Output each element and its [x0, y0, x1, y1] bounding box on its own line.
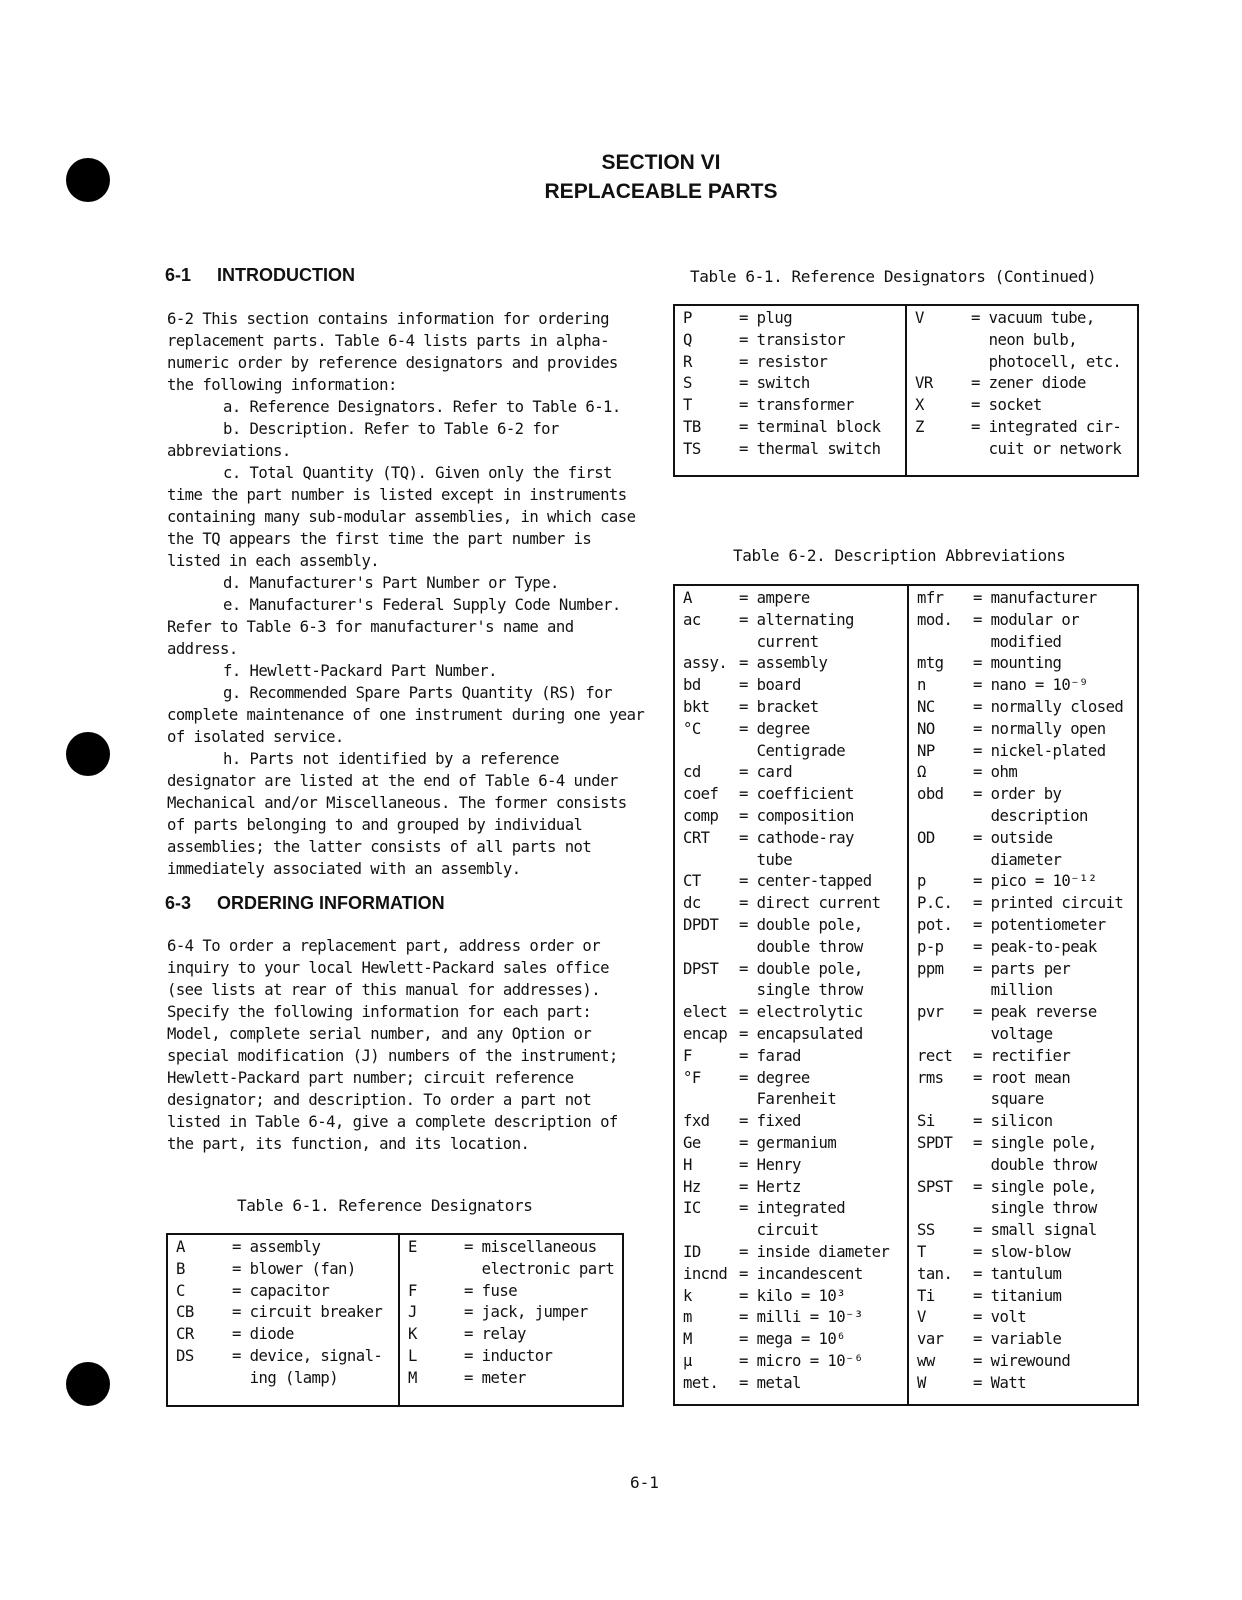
table-entry — [917, 1329, 1131, 1351]
designator-definition: = Hertz — [739, 1177, 801, 1196]
designator-definition: = order by description — [973, 785, 1088, 825]
designator-code: SPST — [917, 1177, 953, 1196]
table-entry — [917, 1177, 1131, 1221]
designator-definition: = single pole, single throw — [973, 1177, 1097, 1218]
binder-hole-middle — [66, 732, 110, 776]
table-entry — [683, 1373, 901, 1395]
designator-code: NO — [917, 719, 935, 738]
table-entry — [408, 1324, 616, 1346]
table-entry — [917, 1286, 1131, 1308]
designator-code: X — [915, 396, 924, 415]
designator-code: B — [176, 1259, 185, 1278]
table-entry — [683, 828, 901, 872]
designator-definition: = rectifier — [973, 1046, 1071, 1065]
designator-code: CR — [176, 1325, 194, 1344]
intro-body — [167, 308, 647, 880]
table-entry — [917, 828, 1131, 872]
designator-definition: = assembly — [232, 1238, 321, 1256]
designator-code: S — [683, 374, 692, 393]
designator-code: Ge — [683, 1133, 701, 1152]
designator-code: ac — [683, 610, 701, 629]
designator-definition: = transformer — [739, 396, 854, 415]
table-entry — [683, 308, 899, 330]
table-entry — [917, 610, 1131, 654]
designator-code: C — [176, 1281, 185, 1300]
designator-definition: = peak-to-peak — [973, 937, 1097, 956]
intro-item-g: g. Recommended Spare Parts Quantity (RS) for complete maintenance of one instrument during one year of isolated service. — [167, 684, 645, 746]
designator-definition: = jack, jumper — [464, 1303, 588, 1322]
designator-code: P — [683, 309, 692, 327]
designator-code: pot. — [917, 915, 953, 934]
table-entry — [176, 1346, 392, 1390]
designator-definition: = composition — [739, 806, 854, 825]
table-entry — [917, 784, 1131, 828]
table-entry — [917, 893, 1131, 915]
designator-definition: = center-tapped — [739, 872, 872, 891]
table-entry — [683, 806, 901, 828]
table-6-1 — [166, 1233, 624, 1407]
table-entry — [917, 588, 1131, 610]
intro-heading-number: 6-1 — [165, 265, 192, 285]
ordering-heading — [165, 893, 445, 914]
designator-definition: = printed circuit — [973, 894, 1124, 913]
table-entry — [683, 1002, 901, 1024]
table-entry — [683, 915, 901, 959]
designator-code: SPDT — [917, 1133, 953, 1152]
table-entry — [683, 1351, 901, 1373]
table-6-1-left-column — [168, 1235, 398, 1405]
table-entry — [176, 1281, 392, 1303]
table-entry — [917, 1002, 1131, 1046]
table-entry — [683, 1111, 901, 1133]
table-entry — [917, 741, 1131, 763]
designator-definition: = micro = 10⁻⁶ — [739, 1351, 863, 1370]
table-entry — [917, 1264, 1131, 1286]
table-entry — [408, 1281, 616, 1303]
table-6-1-caption: Table 6-1. Reference Designators — [237, 1196, 533, 1215]
designator-code: °F — [683, 1068, 701, 1087]
designator-code: mod. — [917, 610, 953, 629]
table-6-1-continued-caption: Table 6-1. Reference Designators (Continued) — [690, 267, 1097, 286]
designator-definition: = parts per million — [973, 959, 1071, 1000]
designator-definition: = wirewound — [973, 1351, 1071, 1370]
table-entry — [917, 719, 1131, 741]
table-entry — [408, 1346, 616, 1368]
designator-code: Si — [917, 1112, 935, 1131]
designator-definition: = small signal — [973, 1221, 1097, 1240]
designator-definition: = incandescent — [739, 1264, 863, 1283]
designator-definition: = integrated cir- cuit or network — [971, 417, 1122, 458]
designator-code: F — [408, 1281, 417, 1300]
designator-code: VR — [915, 374, 933, 393]
table-entry — [917, 1307, 1131, 1329]
intro-heading — [165, 265, 355, 286]
intro-item-h: h. Parts not identified by a reference designator are listed at the end of Table 6-4 under Mechanical and/or Miscellaneous. The former consists of parts belonging to and grouped by individual assemblies; the latter consists of all parts not immediately associated with an assembly. — [167, 750, 627, 878]
table-6-2-right-column — [907, 586, 1137, 1404]
designator-definition: = outside diameter — [973, 828, 1062, 869]
table-entry — [408, 1237, 616, 1281]
designator-definition: = miscellaneous electronic part — [464, 1238, 615, 1278]
designator-definition: = thermal switch — [739, 439, 881, 458]
designator-definition: = Henry — [739, 1155, 801, 1174]
table-6-1-continued-left-column — [675, 306, 905, 475]
designator-definition: = meter — [464, 1368, 526, 1387]
table-entry — [917, 871, 1131, 893]
table-entry — [683, 439, 899, 461]
designator-definition: = titanium — [973, 1286, 1062, 1305]
designator-definition: = alternating current — [739, 610, 854, 651]
designator-code: P.C. — [917, 894, 953, 913]
designator-code: mtg — [917, 654, 944, 673]
designator-code: E — [408, 1238, 417, 1256]
table-entry — [683, 352, 899, 374]
page-number: 6-1 — [630, 1473, 659, 1492]
table-entry — [683, 959, 901, 1003]
section-title: REPLACEABLE PARTS — [544, 180, 778, 203]
section-number: SECTION VI — [601, 151, 721, 174]
intro-item-d: d. Manufacturer's Part Number or Type. — [223, 574, 559, 592]
table-entry — [683, 330, 899, 352]
designator-definition: = double pole, single throw — [739, 959, 863, 1000]
table-entry — [917, 1111, 1131, 1133]
table-entry — [408, 1368, 616, 1390]
designator-code: CB — [176, 1303, 194, 1322]
table-entry — [683, 1024, 901, 1046]
designator-definition: = device, signal- ing (lamp) — [232, 1346, 383, 1387]
designator-definition: = silicon — [973, 1112, 1053, 1131]
designator-definition: = double pole, double throw — [739, 915, 863, 956]
designator-definition: = coefficient — [739, 785, 854, 804]
designator-definition: = electrolytic — [739, 1003, 863, 1022]
designator-code: NP — [917, 741, 935, 760]
designator-code: rect — [917, 1046, 953, 1065]
table-entry — [683, 1068, 901, 1112]
designator-definition: = manufacturer — [973, 589, 1097, 607]
designator-code: coef — [683, 785, 719, 804]
table-6-2-left-column — [675, 586, 907, 1404]
intro-paragraph: 6-2 This section contains information for ordering replacement parts. Table 6-4 lists parts in alpha-numeric order by reference designators and provides the following information: — [167, 310, 618, 394]
table-entry — [683, 1286, 901, 1308]
intro-item-f: f. Hewlett-Packard Part Number. — [223, 662, 497, 680]
designator-definition: = milli = 10⁻³ — [739, 1308, 863, 1327]
intro-item-a: a. Reference Designators. Refer to Table 6-1. — [223, 398, 621, 416]
designator-code: ID — [683, 1242, 701, 1261]
designator-code: cd — [683, 763, 701, 782]
designator-definition: = diode — [232, 1325, 294, 1344]
designator-code: T — [917, 1242, 926, 1261]
table-entry — [917, 697, 1131, 719]
designator-definition: = slow-blow — [973, 1242, 1071, 1261]
designator-code: bkt — [683, 697, 710, 716]
designator-definition: = potentiometer — [973, 915, 1106, 934]
designator-definition: = germanium — [739, 1133, 837, 1152]
designator-definition: = nano = 10⁻⁹ — [973, 676, 1088, 695]
designator-code: ww — [917, 1351, 935, 1370]
designator-definition: = kilo = 10³ — [739, 1286, 846, 1305]
table-entry — [683, 675, 901, 697]
designator-code: TS — [683, 439, 701, 458]
designator-definition: = normally open — [973, 719, 1106, 738]
table-entry — [917, 1133, 1131, 1177]
designator-code: tan. — [917, 1264, 953, 1283]
designator-code: °C — [683, 719, 701, 738]
designator-code: p — [917, 872, 926, 891]
designator-definition: = root mean square — [973, 1068, 1071, 1109]
table-entry — [683, 610, 901, 654]
designator-definition: = vacuum tube, neon bulb, photocell, etc. — [971, 309, 1122, 371]
designator-code: CT — [683, 872, 701, 891]
designator-code: H — [683, 1155, 692, 1174]
table-entry — [683, 417, 899, 439]
table-entry — [683, 893, 901, 915]
table-entry — [917, 1242, 1131, 1264]
designator-definition: = card — [739, 763, 793, 782]
table-entry — [917, 1373, 1131, 1395]
ordering-paragraph: 6-4 To order a replacement part, address order or inquiry to your local Hewlett-Packard sales office (see lists at rear of this manual for addresses). Specify the following information for each part: Model, complete serial number, and any Option or special modification (J) numbers of the instrument; Hewlett-Packard part number; circuit reference designator; and description. To order a part not listed in Table 6-4, give a complete description of the part, its function, and its location. — [167, 937, 618, 1153]
table-entry — [683, 697, 901, 719]
table-entry — [917, 653, 1131, 675]
table-6-1-continued — [673, 304, 1139, 477]
designator-definition: = mounting — [973, 654, 1062, 673]
designator-code: pvr — [917, 1003, 944, 1022]
designator-code: assy. — [683, 654, 728, 673]
designator-definition: = fuse — [464, 1281, 518, 1300]
designator-definition: = resistor — [739, 352, 828, 371]
designator-code: Hz — [683, 1177, 701, 1196]
table-entry — [176, 1259, 392, 1281]
ordering-heading-number: 6-3 — [165, 893, 192, 913]
designator-definition: = inductor — [464, 1346, 553, 1365]
table-6-2-caption: Table 6-2. Description Abbreviations — [733, 546, 1066, 565]
ordering-heading-title: ORDERING INFORMATION — [217, 893, 445, 913]
designator-code: W — [917, 1373, 926, 1392]
designator-code: rms — [917, 1068, 944, 1087]
designator-code: p-p — [917, 937, 944, 956]
table-entry — [915, 395, 1131, 417]
designator-code: Z — [915, 417, 924, 436]
designator-code: NC — [917, 697, 935, 716]
table-entry — [176, 1237, 392, 1259]
designator-definition: = cathode-ray tube — [739, 828, 854, 869]
designator-definition: = tantulum — [973, 1264, 1062, 1283]
designator-code: CRT — [683, 828, 710, 847]
table-6-1-right-column — [398, 1235, 622, 1405]
designator-code: L — [408, 1346, 417, 1365]
section-header — [0, 148, 1242, 206]
table-entry — [917, 1220, 1131, 1242]
designator-definition: = board — [739, 676, 801, 695]
designator-code: V — [915, 309, 924, 327]
table-6-1-continued-right-column — [905, 306, 1137, 475]
designator-definition: = modular or modified — [973, 610, 1080, 651]
designator-definition: = farad — [739, 1046, 801, 1065]
table-entry — [683, 395, 899, 417]
table-entry — [683, 1133, 901, 1155]
designator-definition: = terminal block — [739, 417, 881, 436]
designator-definition: = plug — [739, 309, 793, 327]
designator-code: DPDT — [683, 915, 719, 934]
designator-definition: = blower (fan) — [232, 1259, 356, 1278]
designator-definition: = peak reverse voltage — [973, 1003, 1097, 1043]
table-entry — [917, 915, 1131, 937]
designator-definition: = bracket — [739, 697, 819, 716]
intro-item-c: c. Total Quantity (TQ). Given only the first time the part number is listed except in instruments containing many sub-modular assemblies, in which case the TQ appears the first time the part number is listed in each assembly. — [167, 464, 636, 570]
table-entry — [176, 1302, 392, 1324]
table-6-2 — [673, 584, 1139, 1406]
designator-code: K — [408, 1325, 417, 1344]
table-entry — [176, 1324, 392, 1346]
designator-definition: = socket — [971, 396, 1042, 415]
table-entry — [917, 762, 1131, 784]
intro-heading-title: INTRODUCTION — [217, 265, 355, 285]
table-entry — [683, 871, 901, 893]
designator-definition: = ampere — [739, 589, 810, 607]
table-entry — [915, 373, 1131, 395]
designator-definition: = variable — [973, 1330, 1062, 1349]
designator-code: TB — [683, 417, 701, 436]
table-entry — [683, 1307, 901, 1329]
table-entry — [683, 1242, 901, 1264]
binder-hole-bottom — [66, 1362, 110, 1406]
designator-definition: = relay — [464, 1325, 526, 1344]
designator-code: m — [683, 1308, 692, 1327]
table-entry — [683, 1198, 901, 1242]
table-entry — [683, 784, 901, 806]
designator-code: J — [408, 1303, 417, 1322]
designator-code: DPST — [683, 959, 719, 978]
table-entry — [683, 588, 901, 610]
designator-code: mfr — [917, 589, 944, 607]
designator-code: incnd — [683, 1264, 728, 1283]
designator-code: R — [683, 352, 692, 371]
table-entry — [683, 1177, 901, 1199]
table-entry — [683, 1155, 901, 1177]
table-entry — [917, 937, 1131, 959]
table-entry — [683, 653, 901, 675]
table-entry — [917, 1351, 1131, 1373]
designator-definition: = volt — [973, 1308, 1027, 1327]
designator-code: Ω — [917, 763, 926, 782]
designator-code: met. — [683, 1373, 719, 1392]
table-entry — [683, 1329, 901, 1351]
designator-definition: = circuit breaker — [232, 1303, 383, 1322]
ordering-body — [167, 935, 647, 1155]
designator-code: M — [408, 1368, 417, 1387]
designator-code: Q — [683, 330, 692, 349]
designator-code: IC — [683, 1199, 701, 1218]
designator-definition: = nickel-plated — [973, 741, 1106, 760]
designator-code: DS — [176, 1346, 194, 1365]
table-entry — [917, 675, 1131, 697]
intro-item-b: b. Description. Refer to Table 6-2 for abbreviations. — [167, 420, 559, 460]
designator-code: Ti — [917, 1286, 935, 1305]
designator-definition: = metal — [739, 1373, 801, 1392]
designator-code: A — [176, 1238, 185, 1256]
intro-item-e: e. Manufacturer's Federal Supply Code Number. Refer to Table 6-3 for manufacturer's name and address. — [167, 596, 621, 658]
table-entry — [408, 1302, 616, 1324]
table-entry — [683, 373, 899, 395]
designator-definition: = pico = 10⁻¹² — [973, 872, 1097, 891]
designator-definition: = direct current — [739, 894, 881, 913]
designator-code: elect — [683, 1003, 728, 1022]
designator-definition: = assembly — [739, 654, 828, 673]
designator-code: comp — [683, 806, 719, 825]
designator-definition: = fixed — [739, 1112, 801, 1131]
designator-code: ppm — [917, 959, 944, 978]
designator-definition: = zener diode — [971, 374, 1086, 393]
designator-definition: = transistor — [739, 330, 846, 349]
table-entry — [683, 1046, 901, 1068]
designator-code: obd — [917, 785, 944, 804]
table-entry — [917, 1046, 1131, 1068]
designator-code: OD — [917, 828, 935, 847]
designator-definition: = integrated circuit — [739, 1199, 846, 1240]
designator-code: T — [683, 396, 692, 415]
table-entry — [683, 762, 901, 784]
designator-definition: = Watt — [973, 1373, 1027, 1392]
designator-code: var — [917, 1330, 944, 1349]
table-entry — [683, 719, 901, 763]
designator-definition: = ohm — [973, 763, 1018, 782]
designator-code: bd — [683, 676, 701, 695]
table-entry — [915, 308, 1131, 373]
designator-definition: = capacitor — [232, 1281, 330, 1300]
designator-code: A — [683, 589, 692, 607]
designator-code: dc — [683, 894, 701, 913]
designator-code: µ — [683, 1351, 692, 1370]
table-entry — [917, 1068, 1131, 1112]
designator-code: fxd — [683, 1112, 710, 1131]
designator-code: M — [683, 1330, 692, 1349]
designator-definition: = single pole, double throw — [973, 1133, 1097, 1174]
designator-code: n — [917, 676, 926, 695]
table-entry — [915, 417, 1131, 461]
designator-definition: = inside diameter — [739, 1242, 890, 1261]
designator-code: k — [683, 1286, 692, 1305]
designator-definition: = degree Centigrade — [739, 719, 846, 760]
designator-definition: = switch — [739, 374, 810, 393]
designator-definition: = encapsulated — [739, 1024, 863, 1043]
designator-code: F — [683, 1046, 692, 1065]
designator-definition: = normally closed — [973, 697, 1124, 716]
table-entry — [917, 959, 1131, 1003]
designator-code: encap — [683, 1024, 728, 1043]
designator-definition: = mega = 10⁶ — [739, 1330, 846, 1349]
table-entry — [683, 1264, 901, 1286]
designator-definition: = degree Farenheit — [739, 1068, 837, 1109]
designator-code: SS — [917, 1221, 935, 1240]
designator-code: V — [917, 1308, 926, 1327]
